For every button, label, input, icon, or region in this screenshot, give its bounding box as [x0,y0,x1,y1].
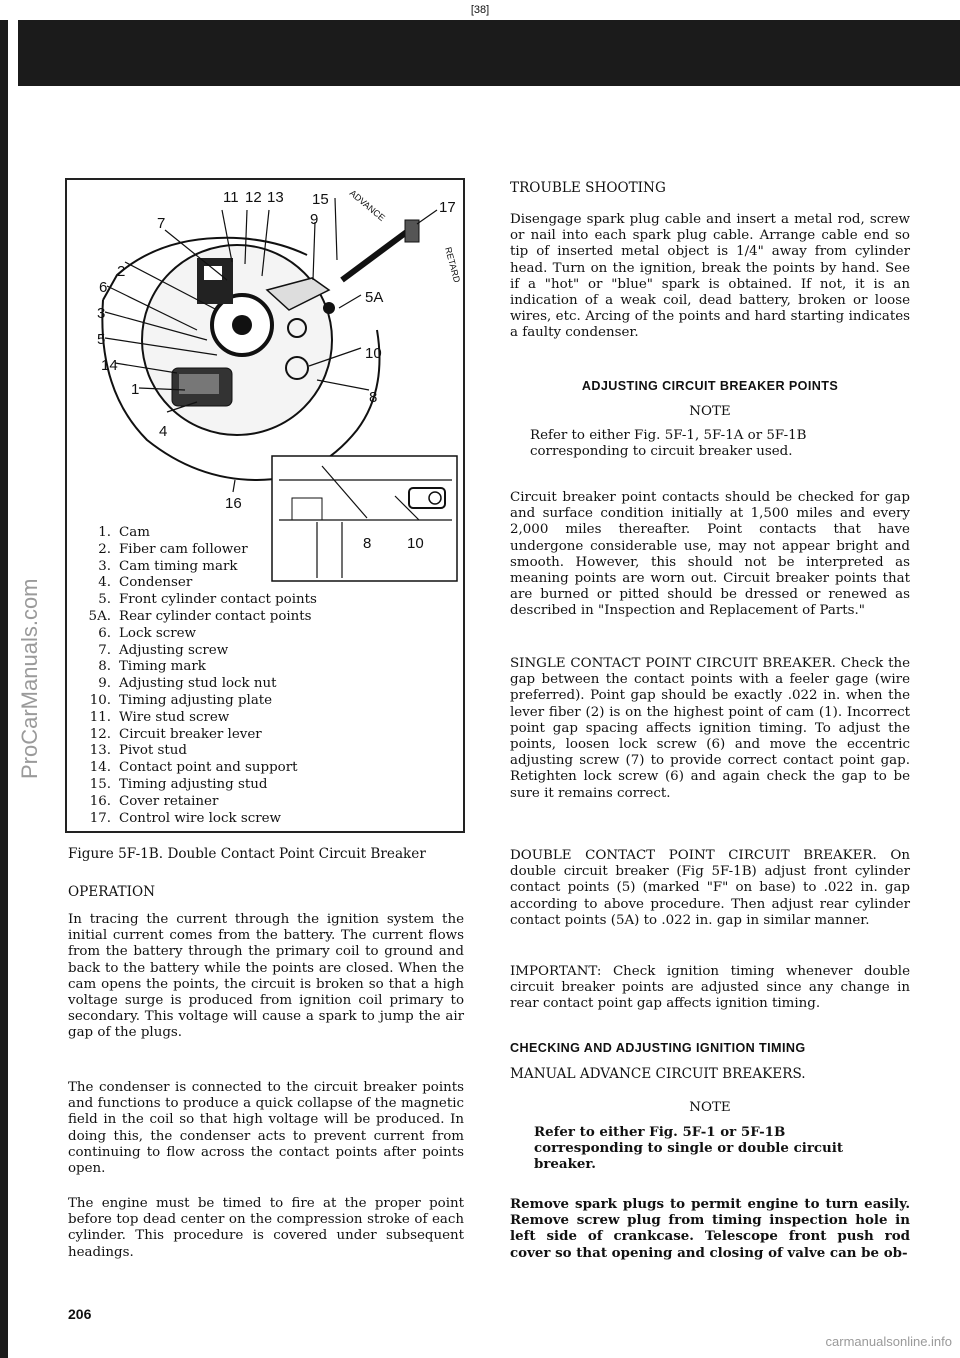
legend-item: 15. Timing adjusting stud [89,776,268,792]
inset-callout-8: 8 [363,535,372,552]
legend-item: 8. Timing mark [98,659,206,675]
header-bar [18,20,960,86]
callout-4: 4 [159,423,168,440]
operation-paragraph-2: The condenser is connected to the circuit breaker points and functions to produce a quick collapse of the magnetic field in the coil so that high voltage will be produced. In doing this, the condenser acts to prevent current from continuing to flow across the contact points after points open. [68,1080,464,1177]
advance-label: ADVANCE [347,187,387,224]
operation-paragraph-1: In tracing the current through the ignition system the initial current comes from the battery. The current flows from the battery through the primary coil to ground and back to the battery while the points are closed. When the cam opens the points, the circuit is broken so that a high voltage surge is produced from ignition coil primary to secondary. This voltage will cause a spark to jump the air gap of the plugs. [68,912,464,1041]
important-paragraph: IMPORTANT: Check ignition timing whenever double circuit breaker points are adjusted since any change in rear contact point gap affects ignition timing. [510,964,910,1012]
legend-item: 10. Timing adjusting plate [89,692,273,708]
figure-5f-1b [65,178,465,833]
operation-heading: OPERATION [68,884,155,900]
callout-7: 7 [157,215,166,232]
legend-item: 5A. Rear cylinder contact points [88,608,312,624]
timing-paragraph: Remove spark plugs to permit engine to turn easily. Remove screw plug from timing inspection hole in left side of crankcase. Telescope front push rod cover so that opening and closing of valve can be ob- [510,1196,910,1261]
legend-item: 2. Fiber cam follower [98,541,248,557]
legend-item: 6. Lock screw [98,625,196,641]
left-border [0,20,8,1358]
callout-5a: 5A [365,289,384,306]
callout-3: 3 [97,305,106,322]
note-heading: NOTE [689,404,731,419]
checking-timing-heading: CHECKING AND ADJUSTING IGNITION TIMING [510,1041,806,1055]
callout-17: 17 [439,199,456,216]
manual-advance-heading: MANUAL ADVANCE CIRCUIT BREAKERS. [510,1066,806,1082]
side-watermark: ProCarManuals.com [17,578,42,779]
callout-15: 15 [312,191,329,208]
page-number: 206 [68,1306,92,1322]
page-label: [38] [470,4,490,16]
adjusting-paragraph: Circuit breaker point contacts should be checked for gap and surface condition initially at 1,500 miles and every 2,000 miles thereafter. Point contacts that have undergone considerable use, may not appear bright and smooth. However, this should not be interpreted as meaning points are worn out. Circuit breaker points that are burned or pitted should be dressed or renewed as described in "Inspection and Replacement of Parts." [510,490,910,619]
callout-2: 2 [117,263,126,280]
callout-13: 13 [267,189,284,206]
note-heading-2: NOTE [689,1100,731,1115]
callout-5: 5 [97,331,106,348]
legend-item: 13. Pivot stud [89,743,188,759]
note-text-2: Refer to either Fig. 5F-1 or 5F-1B corresponding to single or double circuit breaker. [534,1124,844,1173]
legend-item: 11. Wire stud screw [89,709,230,725]
legend-item: 16. Cover retainer [89,793,219,809]
callout-12: 12 [245,189,262,206]
legend-item: 1. Cam [98,525,150,540]
callout-11: 11 [223,189,239,206]
trouble-shooting-heading: TROUBLE SHOOTING [510,180,666,196]
figure-caption: Figure 5F-1B. Double Contact Point Circuit Breaker [68,846,426,862]
adjusting-points-heading: ADJUSTING CIRCUIT BREAKER POINTS [581,379,839,393]
callout-8: 8 [369,389,378,406]
legend-item: 3. Cam timing mark [98,558,238,574]
callout-1: 1 [131,381,140,398]
legend-item: 12. Circuit breaker lever [89,726,262,742]
note-text: Refer to either Fig. 5F-1, 5F-1A or 5F-1B corresponding to circuit breaker used. [530,428,807,460]
figure-legend [77,525,457,827]
callout-16: 16 [225,495,242,512]
double-contact-paragraph: DOUBLE CONTACT POINT CIRCUIT BREAKER. On double circuit breaker (Fig 5F-1B) adjust front cylinder contact points (5) (marked "F" on base) to .022 in. gap according to above procedure. Then adjust rear cylinder contact points (5A) to .022 in. gap in similar manner. [510,848,910,928]
single-contact-paragraph: SINGLE CONTACT POINT CIRCUIT BREAKER. Check the gap between the contact points with a feeler gage (wire preferred). Point gap should be exactly .022 in. when the lever fiber (2) is on the highest point of cam (1). Incorrect point gap spacing affects ignition timing. To adjust the points, loosen lock screw (6) and move the eccentric adjusting screw (7) to provide correct contact point gap. Retighten lock screw (6) and again check the gap to be sure it remains correct. [510,656,910,801]
callout-6: 6 [99,279,108,296]
operation-paragraph-3: The engine must be timed to fire at the proper point before top dead center on the compression stroke of each cylinder. This procedure is covered under subsequent headings. [68,1196,464,1260]
legend-item: 4. Condenser [98,575,193,591]
trouble-shooting-paragraph: Disengage spark plug cable and insert a metal rod, screw or nail into each spark plug cable. Arrange cable end so tip of inserted metal object is 1/4" away from cylinder head. Turn on the ignition, break the points by hand. See if a "hot" or "blue" spark is obtained. If not, it is an indication of a weak coil, dead battery, broken or loose wires, etc. Arcing of the points and hard starting indicates a faulty condenser. [510,212,910,341]
footer-watermark: carmanualsonline.info [825,1334,952,1349]
legend-item: 7. Adjusting screw [98,642,229,658]
callout-9: 9 [310,211,319,228]
retard-label: RETARD [443,245,463,284]
inset-callout-10: 10 [407,535,424,552]
legend-item: 14. Contact point and support [89,760,298,776]
callout-14: 14 [101,357,118,374]
legend-item: 9. Adjusting stud lock nut [98,676,277,692]
legend-item: 5. Front cylinder contact points [98,592,317,608]
callout-10: 10 [365,345,382,362]
legend-item: 17. Control wire lock screw [89,810,282,826]
